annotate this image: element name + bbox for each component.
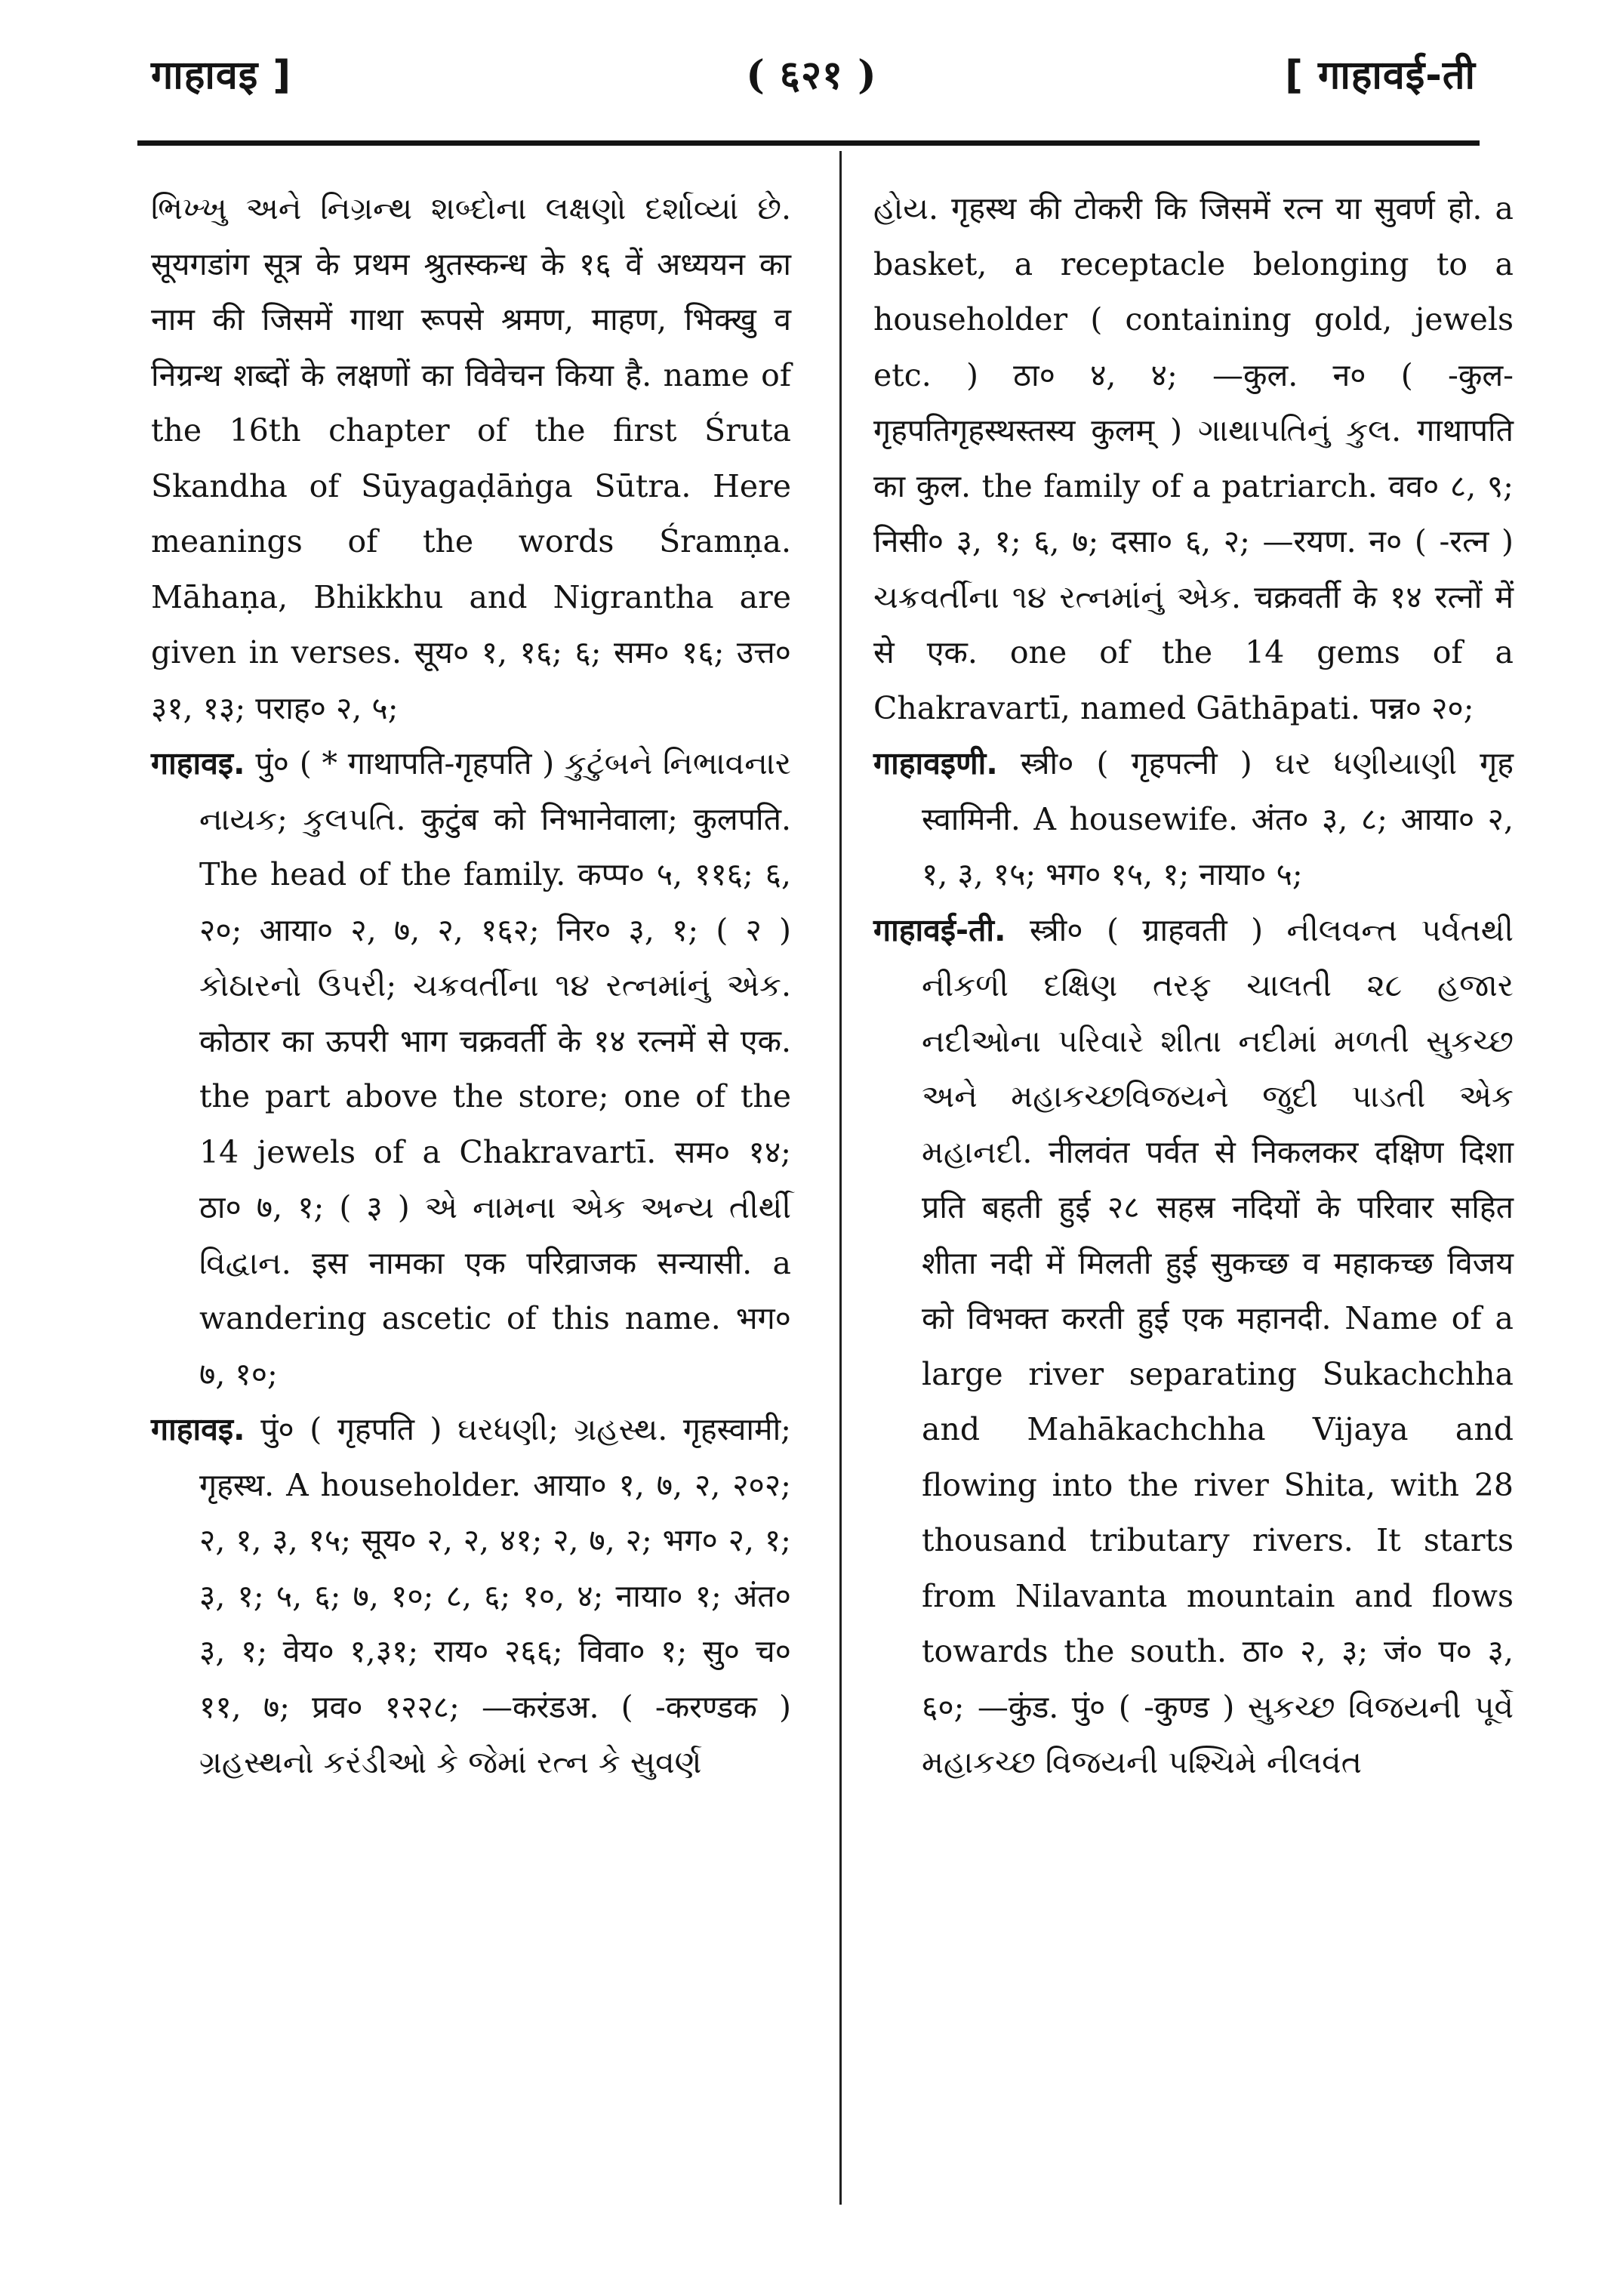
dictionary-entry: [151, 1402, 791, 1791]
dictionary-entry: [873, 903, 1514, 1791]
entry-text: ભિખ્ખુ અને નિગ્રન્થ શબ્દોના લક્ષણો દર્શાવ્યાં છે. सूयगडांग सूत्र के प्रथम श्रुतस्कन्ध के १६ वें अध्ययन का नाम की जिसमें गाथा रूपसे श्रमण, माहण, भिक्खु व निग्रन्थ शब्दों के लक्षणों का विवेचन किया है. name of the 16th chapter of the first Śruta Skandha of Sūyagaḍāṅga Sūtra. Here meanings of the words Śramṇa. Māhaṇa, Bhikkhu and Nigrantha are given in verses. सूय० १, १६; ६; सम० १६; उत्त० ३१, १३; पराह० २, ५;: [151, 190, 791, 726]
entry-headword: गाहावई-ती.: [873, 911, 1006, 948]
entry-headword: गाहावइणी.: [873, 745, 998, 781]
header-left-guide-word: गाहावइ ]: [151, 53, 292, 98]
entry-text: હોય. गृहस्थ की टोकरी कि जिसमें रत्न या सुवर्ण हो. a basket, a receptacle belonging to a householder ( containing gold, jewels etc. ) ठा० ४, ४; —कुल. न० ( -कुल-गृहपतिगृहस्थस्तस्य कुलम् ) ગાથાપતિનું કુલ. गाथापति का कुल. the family of a patriarch. वव० ८, ९; निसी० ३, १; ६, ७; दसा० ६, २; —रयण. न० ( -रत्न ) ચક્રવર્તીના ૧૪ રત્નમાંનું એક. चक्रवर्ती के १४ रत्नों में से एक. one of the 14 gems of a Chakravartī, named Gāthāpati. पन्न० २०;: [873, 190, 1514, 726]
header-right-guide-word: [ गाहावई-ती: [1285, 53, 1476, 98]
entry-headword: गाहावइ.: [151, 745, 245, 781]
entry-headword: गाहावइ.: [151, 1411, 245, 1447]
entry-text: स्त्री० ( गृहपत्नी ) ઘર ધણીયાણી गृह स्वामिनी. A housewife. अंत० ३, ८; आया० २, १, ३, १५; भग० १५, १; नाया० ५;: [922, 745, 1514, 892]
dictionary-entry-continuation: [873, 181, 1514, 736]
dictionary-entry: [873, 736, 1514, 903]
column-divider: [839, 151, 842, 2205]
entry-text: स्त्री० ( ग्राहवती ) નીલવન્ત પર્વતથી નીકળી દક્ષિણ તરફ ચાલતી ૨૮ હજાર નદીઓના પરિવારે શીતા નદીમાં મળતી સુકચ્છ અને મહાકચ્છવિજયને જુદી પાડતી એક મહાનદી. नीलवंत पर्वत से निकलकर दक्षिण दिशा प्रति बहती हुई २८ सहस्र नदियों के परिवार सहित शीता नदी में मिलती हुई सुकच्छ व महाकच्छ विजय को विभक्त करती हुई एक महानदी. Name of a large river separating Sukachchha and Mahākachchha Vijaya and flowing into the river Shita, with 28 thousand tributary rivers. It starts from Nilavanta mountain and flows towards the south. ठा० २, ३; जं० प० ३, ६०; —कुंड. पुं० ( -कुण्ड ) સુકચ્છ વિજયની પૂર્વે મહાકચ્છ વિજયની પશ્ચિમે નીલવંત: [922, 911, 1514, 1780]
right-column: [873, 181, 1514, 1791]
page-number: ( ६२१ ): [746, 52, 877, 98]
entry-text: पुं० ( गृहपति ) ઘરધણી; ગ્રહસ્થ. गृहस्वामी; गृहस्थ. A householder. आया० १, ७, २, २०२; २, १, ३, १५; सूय० २, २, ४१; २, ७, २; भग० २, १; ३, १; ५, ६; ७, १०; ८, ६; १०, ४; नाया० १; अंत० ३, १; वेय० १,३१; राय० २६६; विवा० १; सु० च० ११, ७; प्रव० १२२८; —करंडअ. ( -करण्डक ) ગ્રહસ્થનો કરંડીઓ કે જેમાં રત્ન કે સુવર્ણ: [199, 1411, 791, 1780]
entry-text: पुं० ( * गाथापति-गृहपति ) કુટુંબને નિભાવનાર નાયક; કુલપતિ. कुटुंब को निभानेवाला; कुलपति. The head of the family. कप्प० ५, ११६; ६, २०; आया० २, ७, २, १६२; निर० ३, १; ( २ ) કોઠારનો ઉપરી; ચક્રવર્તીના ૧૪ રત્નમાંનું એક. कोठार का ऊपरी भाग चक्रवर्ती के १४ रत्नमें से एक. the part above the store; one of the 14 jewels of a Chakravartī. सम० १४; ठा० ७, १; ( ३ ) એ નામના એક અન્ય તીર્થી વિદ્વાન. इस नामका एक परिव्राजक सन्यासी. a wandering ascetic of this name. भग० ७, १०;: [199, 745, 791, 1392]
dictionary-entry-continuation: [151, 181, 791, 736]
page-header: [0, 0, 1623, 151]
header-rule: [137, 140, 1480, 146]
left-column: [151, 181, 791, 1791]
dictionary-entry: [151, 736, 791, 1402]
